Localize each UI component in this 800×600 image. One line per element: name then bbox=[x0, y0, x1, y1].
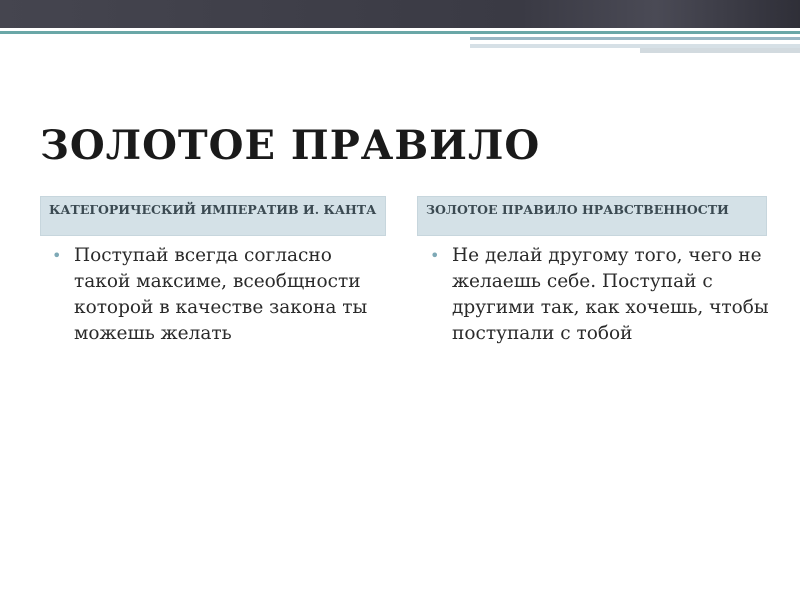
bullet-list-golden-rule bbox=[426, 243, 771, 347]
top-decorative-bar bbox=[0, 0, 800, 28]
bullet-icon: • bbox=[52, 246, 62, 265]
list-item bbox=[48, 243, 393, 347]
slide-title: ЗОЛОТОЕ ПРАВИЛО bbox=[40, 122, 541, 169]
accent-line-secondary bbox=[470, 37, 800, 40]
list-item bbox=[426, 243, 771, 347]
bullet-text: Не делай другому того, чего не желаешь себе. Поступай с другими так, как хочешь, чтобы поступали с тобой bbox=[452, 245, 769, 344]
bullet-icon: • bbox=[430, 246, 440, 265]
column-header-kant: КАТЕГОРИЧЕСКИЙ ИМПЕРАТИВ И. КАНТА bbox=[40, 196, 386, 236]
bullet-list-kant bbox=[48, 243, 393, 347]
bullet-text: Поступай всегда согласно такой максиме, всеобщности которой в качестве закона ты можешь желать bbox=[74, 245, 368, 344]
column-header-golden-rule: ЗОЛОТОЕ ПРАВИЛО НРАВСТВЕННОСТИ bbox=[417, 196, 767, 236]
accent-line bbox=[0, 31, 800, 34]
accent-block bbox=[640, 48, 800, 53]
